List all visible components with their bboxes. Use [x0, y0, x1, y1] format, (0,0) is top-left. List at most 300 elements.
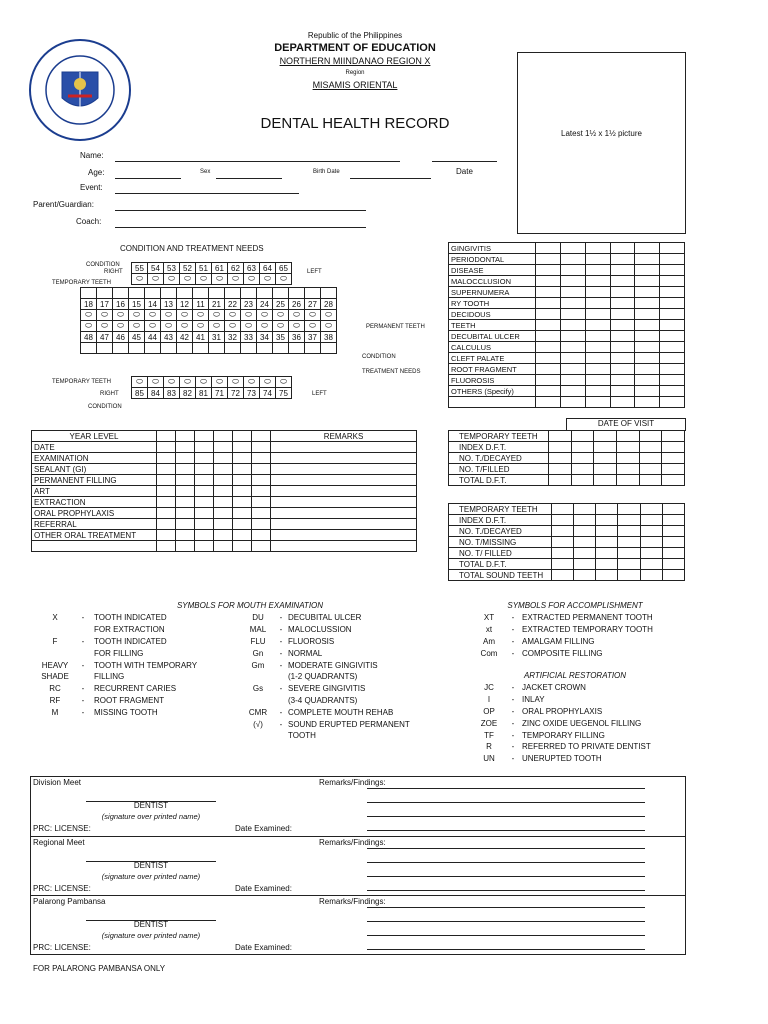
- visit-cell[interactable]: [596, 548, 618, 559]
- tooth-icon[interactable]: ⬭: [177, 321, 193, 332]
- visit-cell[interactable]: [573, 537, 595, 548]
- condition-cell[interactable]: [660, 342, 685, 353]
- condition-cell[interactable]: [610, 309, 635, 320]
- visit-cell[interactable]: [639, 453, 662, 464]
- tooth-icon[interactable]: ⬭: [273, 310, 289, 321]
- year-cell[interactable]: [195, 475, 214, 486]
- visit-cell[interactable]: [662, 559, 684, 570]
- visit-cell[interactable]: [618, 504, 640, 515]
- year-cell[interactable]: [214, 431, 233, 442]
- remarks-line[interactable]: [367, 816, 645, 817]
- event-field[interactable]: [115, 193, 299, 194]
- visit-cell[interactable]: [662, 515, 684, 526]
- year-cell[interactable]: [195, 541, 214, 552]
- tooth-condition-cell[interactable]: [321, 288, 337, 299]
- year-cell[interactable]: [214, 519, 233, 530]
- condition-cell[interactable]: [585, 243, 610, 254]
- tooth-icon[interactable]: ⬭: [145, 321, 161, 332]
- condition-cell[interactable]: [635, 397, 660, 408]
- year-cell[interactable]: [233, 497, 252, 508]
- tooth-condition-cell[interactable]: [241, 288, 257, 299]
- visit-cell[interactable]: [639, 464, 662, 475]
- year-cell[interactable]: [195, 486, 214, 497]
- remarks-cell[interactable]: [271, 530, 417, 541]
- visit-cell[interactable]: [594, 431, 617, 442]
- visit-cell[interactable]: [573, 515, 595, 526]
- year-cell[interactable]: [176, 508, 195, 519]
- year-cell[interactable]: [176, 530, 195, 541]
- condition-cell[interactable]: [660, 375, 685, 386]
- condition-cell[interactable]: [560, 364, 585, 375]
- remarks-line[interactable]: [367, 802, 645, 803]
- condition-cell[interactable]: [536, 331, 561, 342]
- tooth-icon[interactable]: ⬭: [161, 321, 177, 332]
- year-cell[interactable]: [214, 530, 233, 541]
- visit-cell[interactable]: [594, 475, 617, 486]
- condition-cell[interactable]: [536, 276, 561, 287]
- condition-cell[interactable]: [660, 397, 685, 408]
- condition-cell[interactable]: [610, 397, 635, 408]
- year-cell[interactable]: [252, 508, 271, 519]
- condition-cell[interactable]: [536, 243, 561, 254]
- year-cell[interactable]: [214, 453, 233, 464]
- condition-cell[interactable]: [536, 265, 561, 276]
- condition-cell[interactable]: [560, 353, 585, 364]
- visit-cell[interactable]: [617, 475, 640, 486]
- year-cell[interactable]: [195, 464, 214, 475]
- visit-cell[interactable]: [573, 548, 595, 559]
- condition-cell[interactable]: [536, 397, 561, 408]
- year-cell[interactable]: [252, 475, 271, 486]
- condition-cell[interactable]: [585, 353, 610, 364]
- visit-cell[interactable]: [549, 453, 572, 464]
- condition-cell[interactable]: [635, 243, 660, 254]
- visit-cell[interactable]: [618, 559, 640, 570]
- tooth-condition-cell[interactable]: [257, 343, 273, 354]
- tooth-condition-cell[interactable]: [177, 343, 193, 354]
- year-cell[interactable]: [157, 464, 176, 475]
- tooth-icon[interactable]: ⬭: [113, 310, 129, 321]
- visit-cell[interactable]: [551, 526, 573, 537]
- year-cell[interactable]: [176, 475, 195, 486]
- year-cell[interactable]: [157, 431, 176, 442]
- condition-cell[interactable]: [660, 309, 685, 320]
- condition-cell[interactable]: [660, 331, 685, 342]
- visit-cell[interactable]: [594, 453, 617, 464]
- tooth-icon[interactable]: ⬭: [225, 310, 241, 321]
- condition-cell[interactable]: [585, 309, 610, 320]
- tooth-icon[interactable]: ⬭: [257, 310, 273, 321]
- visit-cell[interactable]: [618, 515, 640, 526]
- tooth-condition-cell[interactable]: [145, 343, 161, 354]
- condition-cell[interactable]: [635, 287, 660, 298]
- visit-cell[interactable]: [551, 504, 573, 515]
- tooth-icon[interactable]: ⬭: [209, 321, 225, 332]
- condition-cell[interactable]: [560, 320, 585, 331]
- tooth-icon[interactable]: ⬭: [321, 321, 337, 332]
- tooth-condition-cell[interactable]: [113, 288, 129, 299]
- remarks-cell[interactable]: [271, 508, 417, 519]
- tooth-icon[interactable]: ⬭: [193, 310, 209, 321]
- condition-cell[interactable]: [635, 265, 660, 276]
- tooth-icon[interactable]: ⬭: [225, 321, 241, 332]
- tooth-icon[interactable]: ⬭: [193, 321, 209, 332]
- year-cell[interactable]: [176, 486, 195, 497]
- year-cell[interactable]: [176, 453, 195, 464]
- year-cell[interactable]: [157, 541, 176, 552]
- year-cell[interactable]: [233, 541, 252, 552]
- year-cell[interactable]: [252, 486, 271, 497]
- visit-cell[interactable]: [662, 570, 684, 581]
- year-cell[interactable]: [157, 486, 176, 497]
- year-cell[interactable]: [195, 453, 214, 464]
- tooth-icon[interactable]: ⬭: [209, 310, 225, 321]
- tooth-condition-cell[interactable]: [273, 288, 289, 299]
- visit-cell[interactable]: [571, 453, 594, 464]
- tooth-icon[interactable]: ⬭: [81, 321, 97, 332]
- remarks-line[interactable]: [367, 862, 645, 863]
- tooth-icon[interactable]: ⬭: [212, 377, 228, 388]
- year-cell[interactable]: [176, 431, 195, 442]
- visit-cell[interactable]: [551, 570, 573, 581]
- tooth-icon[interactable]: ⬭: [129, 310, 145, 321]
- visit-cell[interactable]: [662, 537, 684, 548]
- remarks-cell[interactable]: [271, 464, 417, 475]
- year-cell[interactable]: [233, 442, 252, 453]
- tooth-icon[interactable]: ⬭: [276, 274, 292, 285]
- year-cell[interactable]: [233, 431, 252, 442]
- remarks-line[interactable]: [367, 848, 645, 849]
- year-cell[interactable]: [176, 519, 195, 530]
- condition-cell[interactable]: [560, 397, 585, 408]
- visit-cell[interactable]: [640, 570, 662, 581]
- year-cell[interactable]: [233, 453, 252, 464]
- condition-cell[interactable]: [610, 375, 635, 386]
- year-cell[interactable]: [252, 464, 271, 475]
- tooth-icon[interactable]: ⬭: [196, 377, 212, 388]
- visit-cell[interactable]: [640, 548, 662, 559]
- year-cell[interactable]: [233, 464, 252, 475]
- tooth-condition-cell[interactable]: [273, 343, 289, 354]
- year-cell[interactable]: [195, 442, 214, 453]
- tooth-condition-cell[interactable]: [289, 343, 305, 354]
- visit-cell[interactable]: [571, 464, 594, 475]
- year-cell[interactable]: [195, 519, 214, 530]
- visit-cell[interactable]: [640, 515, 662, 526]
- visit-cell[interactable]: [549, 442, 572, 453]
- condition-cell[interactable]: [536, 342, 561, 353]
- tooth-icon[interactable]: ⬭: [180, 274, 196, 285]
- tooth-condition-cell[interactable]: [321, 343, 337, 354]
- tooth-condition-cell[interactable]: [225, 343, 241, 354]
- visit-cell[interactable]: [573, 504, 595, 515]
- condition-cell[interactable]: [610, 287, 635, 298]
- condition-cell[interactable]: [585, 375, 610, 386]
- visit-cell[interactable]: [573, 570, 595, 581]
- visit-cell[interactable]: [596, 570, 618, 581]
- tooth-icon[interactable]: ⬭: [244, 377, 260, 388]
- condition-cell[interactable]: [585, 287, 610, 298]
- visit-cell[interactable]: [662, 504, 684, 515]
- year-cell[interactable]: [214, 486, 233, 497]
- remarks-cell[interactable]: [271, 519, 417, 530]
- tooth-condition-cell[interactable]: [209, 288, 225, 299]
- condition-cell[interactable]: [610, 265, 635, 276]
- visit-cell[interactable]: [617, 431, 640, 442]
- condition-cell[interactable]: [560, 276, 585, 287]
- year-cell[interactable]: [157, 508, 176, 519]
- condition-cell[interactable]: [585, 397, 610, 408]
- condition-cell[interactable]: [560, 342, 585, 353]
- year-cell[interactable]: [157, 519, 176, 530]
- tooth-condition-cell[interactable]: [305, 288, 321, 299]
- tooth-condition-cell[interactable]: [177, 288, 193, 299]
- tooth-icon[interactable]: ⬭: [241, 310, 257, 321]
- remarks-cell[interactable]: [271, 497, 417, 508]
- name-extra-field[interactable]: [432, 161, 497, 162]
- tooth-condition-cell[interactable]: [225, 288, 241, 299]
- condition-cell[interactable]: [635, 375, 660, 386]
- condition-cell[interactable]: [536, 254, 561, 265]
- tooth-icon[interactable]: ⬭: [289, 310, 305, 321]
- tooth-icon[interactable]: ⬭: [97, 321, 113, 332]
- condition-cell[interactable]: [660, 386, 685, 397]
- tooth-condition-cell[interactable]: [113, 343, 129, 354]
- tooth-icon[interactable]: ⬭: [260, 377, 276, 388]
- remarks-cell[interactable]: [271, 442, 417, 453]
- year-cell[interactable]: [214, 442, 233, 453]
- tooth-icon[interactable]: ⬭: [132, 274, 148, 285]
- visit-cell[interactable]: [571, 475, 594, 486]
- condition-cell[interactable]: [635, 386, 660, 397]
- visit-cell[interactable]: [617, 464, 640, 475]
- remarks-line[interactable]: [367, 907, 645, 908]
- remarks-line[interactable]: [367, 949, 645, 950]
- condition-cell[interactable]: [660, 298, 685, 309]
- tooth-icon[interactable]: ⬭: [161, 310, 177, 321]
- condition-cell[interactable]: [560, 254, 585, 265]
- visit-cell[interactable]: [596, 526, 618, 537]
- tooth-condition-cell[interactable]: [193, 288, 209, 299]
- condition-cell[interactable]: [560, 331, 585, 342]
- condition-cell[interactable]: [560, 287, 585, 298]
- year-cell[interactable]: [157, 442, 176, 453]
- visit-cell[interactable]: [573, 559, 595, 570]
- condition-cell[interactable]: [585, 320, 610, 331]
- birth-date-field[interactable]: [350, 178, 431, 179]
- tooth-icon[interactable]: ⬭: [196, 274, 212, 285]
- condition-cell[interactable]: [560, 386, 585, 397]
- year-cell[interactable]: [252, 541, 271, 552]
- condition-cell[interactable]: [610, 331, 635, 342]
- visit-cell[interactable]: [596, 537, 618, 548]
- year-cell[interactable]: [214, 497, 233, 508]
- visit-cell[interactable]: [662, 475, 685, 486]
- year-cell[interactable]: [157, 475, 176, 486]
- tooth-icon[interactable]: ⬭: [228, 274, 244, 285]
- condition-cell[interactable]: [660, 353, 685, 364]
- year-cell[interactable]: [176, 464, 195, 475]
- tooth-icon[interactable]: ⬭: [260, 274, 276, 285]
- tooth-condition-cell[interactable]: [161, 288, 177, 299]
- condition-cell[interactable]: [585, 331, 610, 342]
- condition-cell[interactable]: [536, 287, 561, 298]
- tooth-condition-cell[interactable]: [209, 343, 225, 354]
- tooth-icon[interactable]: ⬭: [164, 274, 180, 285]
- visit-cell[interactable]: [639, 431, 662, 442]
- condition-cell[interactable]: [610, 276, 635, 287]
- condition-cell[interactable]: [585, 298, 610, 309]
- condition-cell[interactable]: [635, 342, 660, 353]
- tooth-condition-cell[interactable]: [193, 343, 209, 354]
- tooth-condition-cell[interactable]: [161, 343, 177, 354]
- condition-cell[interactable]: [660, 287, 685, 298]
- condition-cell[interactable]: [536, 298, 561, 309]
- visit-cell[interactable]: [551, 548, 573, 559]
- visit-cell[interactable]: [662, 431, 685, 442]
- tooth-icon[interactable]: ⬭: [228, 377, 244, 388]
- tooth-icon[interactable]: ⬭: [321, 310, 337, 321]
- visit-cell[interactable]: [639, 442, 662, 453]
- tooth-icon[interactable]: ⬭: [289, 321, 305, 332]
- tooth-condition-cell[interactable]: [129, 343, 145, 354]
- remarks-cell[interactable]: [271, 475, 417, 486]
- visit-cell[interactable]: [549, 464, 572, 475]
- condition-cell[interactable]: [660, 265, 685, 276]
- sex-field[interactable]: [216, 178, 282, 179]
- condition-cell[interactable]: [560, 309, 585, 320]
- tooth-icon[interactable]: ⬭: [257, 321, 273, 332]
- year-cell[interactable]: [233, 530, 252, 541]
- tooth-icon[interactable]: ⬭: [305, 321, 321, 332]
- condition-cell[interactable]: [660, 364, 685, 375]
- tooth-icon[interactable]: ⬭: [132, 377, 148, 388]
- tooth-icon[interactable]: ⬭: [244, 274, 260, 285]
- visit-cell[interactable]: [551, 559, 573, 570]
- visit-cell[interactable]: [640, 504, 662, 515]
- visit-cell[interactable]: [549, 431, 572, 442]
- tooth-icon[interactable]: ⬭: [148, 274, 164, 285]
- tooth-condition-cell[interactable]: [81, 288, 97, 299]
- tooth-icon[interactable]: ⬭: [145, 310, 161, 321]
- condition-cell[interactable]: [560, 243, 585, 254]
- condition-cell[interactable]: [536, 375, 561, 386]
- tooth-icon[interactable]: ⬭: [273, 321, 289, 332]
- year-cell[interactable]: [214, 541, 233, 552]
- age-field[interactable]: [115, 178, 181, 179]
- tooth-condition-cell[interactable]: [305, 343, 321, 354]
- tooth-icon[interactable]: ⬭: [241, 321, 257, 332]
- visit-cell[interactable]: [640, 526, 662, 537]
- condition-cell[interactable]: [660, 254, 685, 265]
- year-cell[interactable]: [252, 453, 271, 464]
- tooth-icon[interactable]: ⬭: [212, 274, 228, 285]
- tooth-condition-cell[interactable]: [257, 288, 273, 299]
- remarks-line[interactable]: [367, 890, 645, 891]
- year-cell[interactable]: [195, 431, 214, 442]
- condition-cell[interactable]: [610, 364, 635, 375]
- visit-cell[interactable]: [618, 537, 640, 548]
- visit-cell[interactable]: [551, 515, 573, 526]
- tooth-icon[interactable]: ⬭: [129, 321, 145, 332]
- visit-cell[interactable]: [639, 475, 662, 486]
- remarks-line[interactable]: [367, 876, 645, 877]
- condition-cell[interactable]: [560, 375, 585, 386]
- parent-field[interactable]: [115, 210, 366, 211]
- condition-cell[interactable]: [660, 243, 685, 254]
- condition-cell[interactable]: [585, 342, 610, 353]
- year-cell[interactable]: [176, 541, 195, 552]
- year-cell[interactable]: [233, 519, 252, 530]
- year-cell[interactable]: [195, 508, 214, 519]
- tooth-icon[interactable]: ⬭: [305, 310, 321, 321]
- tooth-icon[interactable]: ⬭: [276, 377, 292, 388]
- visit-cell[interactable]: [596, 559, 618, 570]
- tooth-condition-cell[interactable]: [81, 343, 97, 354]
- visit-cell[interactable]: [640, 559, 662, 570]
- condition-cell[interactable]: [560, 298, 585, 309]
- visit-cell[interactable]: [596, 515, 618, 526]
- year-cell[interactable]: [214, 508, 233, 519]
- year-cell[interactable]: [195, 497, 214, 508]
- condition-cell[interactable]: [610, 342, 635, 353]
- condition-cell[interactable]: [536, 364, 561, 375]
- year-cell[interactable]: [252, 442, 271, 453]
- remarks-cell[interactable]: [271, 486, 417, 497]
- remarks-line[interactable]: [367, 921, 645, 922]
- tooth-icon[interactable]: ⬭: [113, 321, 129, 332]
- coach-field[interactable]: [115, 227, 366, 228]
- visit-cell[interactable]: [618, 526, 640, 537]
- condition-cell[interactable]: [635, 309, 660, 320]
- visit-cell[interactable]: [618, 570, 640, 581]
- remarks-line[interactable]: [367, 788, 645, 789]
- year-cell[interactable]: [214, 464, 233, 475]
- condition-cell[interactable]: [536, 309, 561, 320]
- name-field[interactable]: [115, 161, 400, 162]
- visit-cell[interactable]: [662, 453, 685, 464]
- visit-cell[interactable]: [573, 526, 595, 537]
- condition-cell[interactable]: [610, 243, 635, 254]
- tooth-condition-cell[interactable]: [97, 288, 113, 299]
- year-cell[interactable]: [157, 497, 176, 508]
- condition-cell[interactable]: [585, 386, 610, 397]
- year-cell[interactable]: [157, 530, 176, 541]
- visit-cell[interactable]: [662, 526, 684, 537]
- tooth-icon[interactable]: ⬭: [81, 310, 97, 321]
- visit-cell[interactable]: [662, 442, 685, 453]
- visit-cell[interactable]: [662, 548, 684, 559]
- condition-cell[interactable]: [610, 386, 635, 397]
- year-cell[interactable]: [252, 431, 271, 442]
- tooth-condition-cell[interactable]: [97, 343, 113, 354]
- remarks-cell[interactable]: [271, 541, 417, 552]
- remarks-line[interactable]: [367, 935, 645, 936]
- condition-cell[interactable]: [660, 320, 685, 331]
- condition-cell[interactable]: [635, 254, 660, 265]
- condition-cell[interactable]: [635, 364, 660, 375]
- year-cell[interactable]: [176, 497, 195, 508]
- condition-cell[interactable]: [585, 254, 610, 265]
- visit-cell[interactable]: [594, 442, 617, 453]
- condition-cell[interactable]: [635, 353, 660, 364]
- remarks-line[interactable]: [367, 830, 645, 831]
- visit-cell[interactable]: [662, 464, 685, 475]
- year-cell[interactable]: [195, 530, 214, 541]
- tooth-condition-cell[interactable]: [145, 288, 161, 299]
- tooth-icon[interactable]: ⬭: [148, 377, 164, 388]
- condition-cell[interactable]: [610, 254, 635, 265]
